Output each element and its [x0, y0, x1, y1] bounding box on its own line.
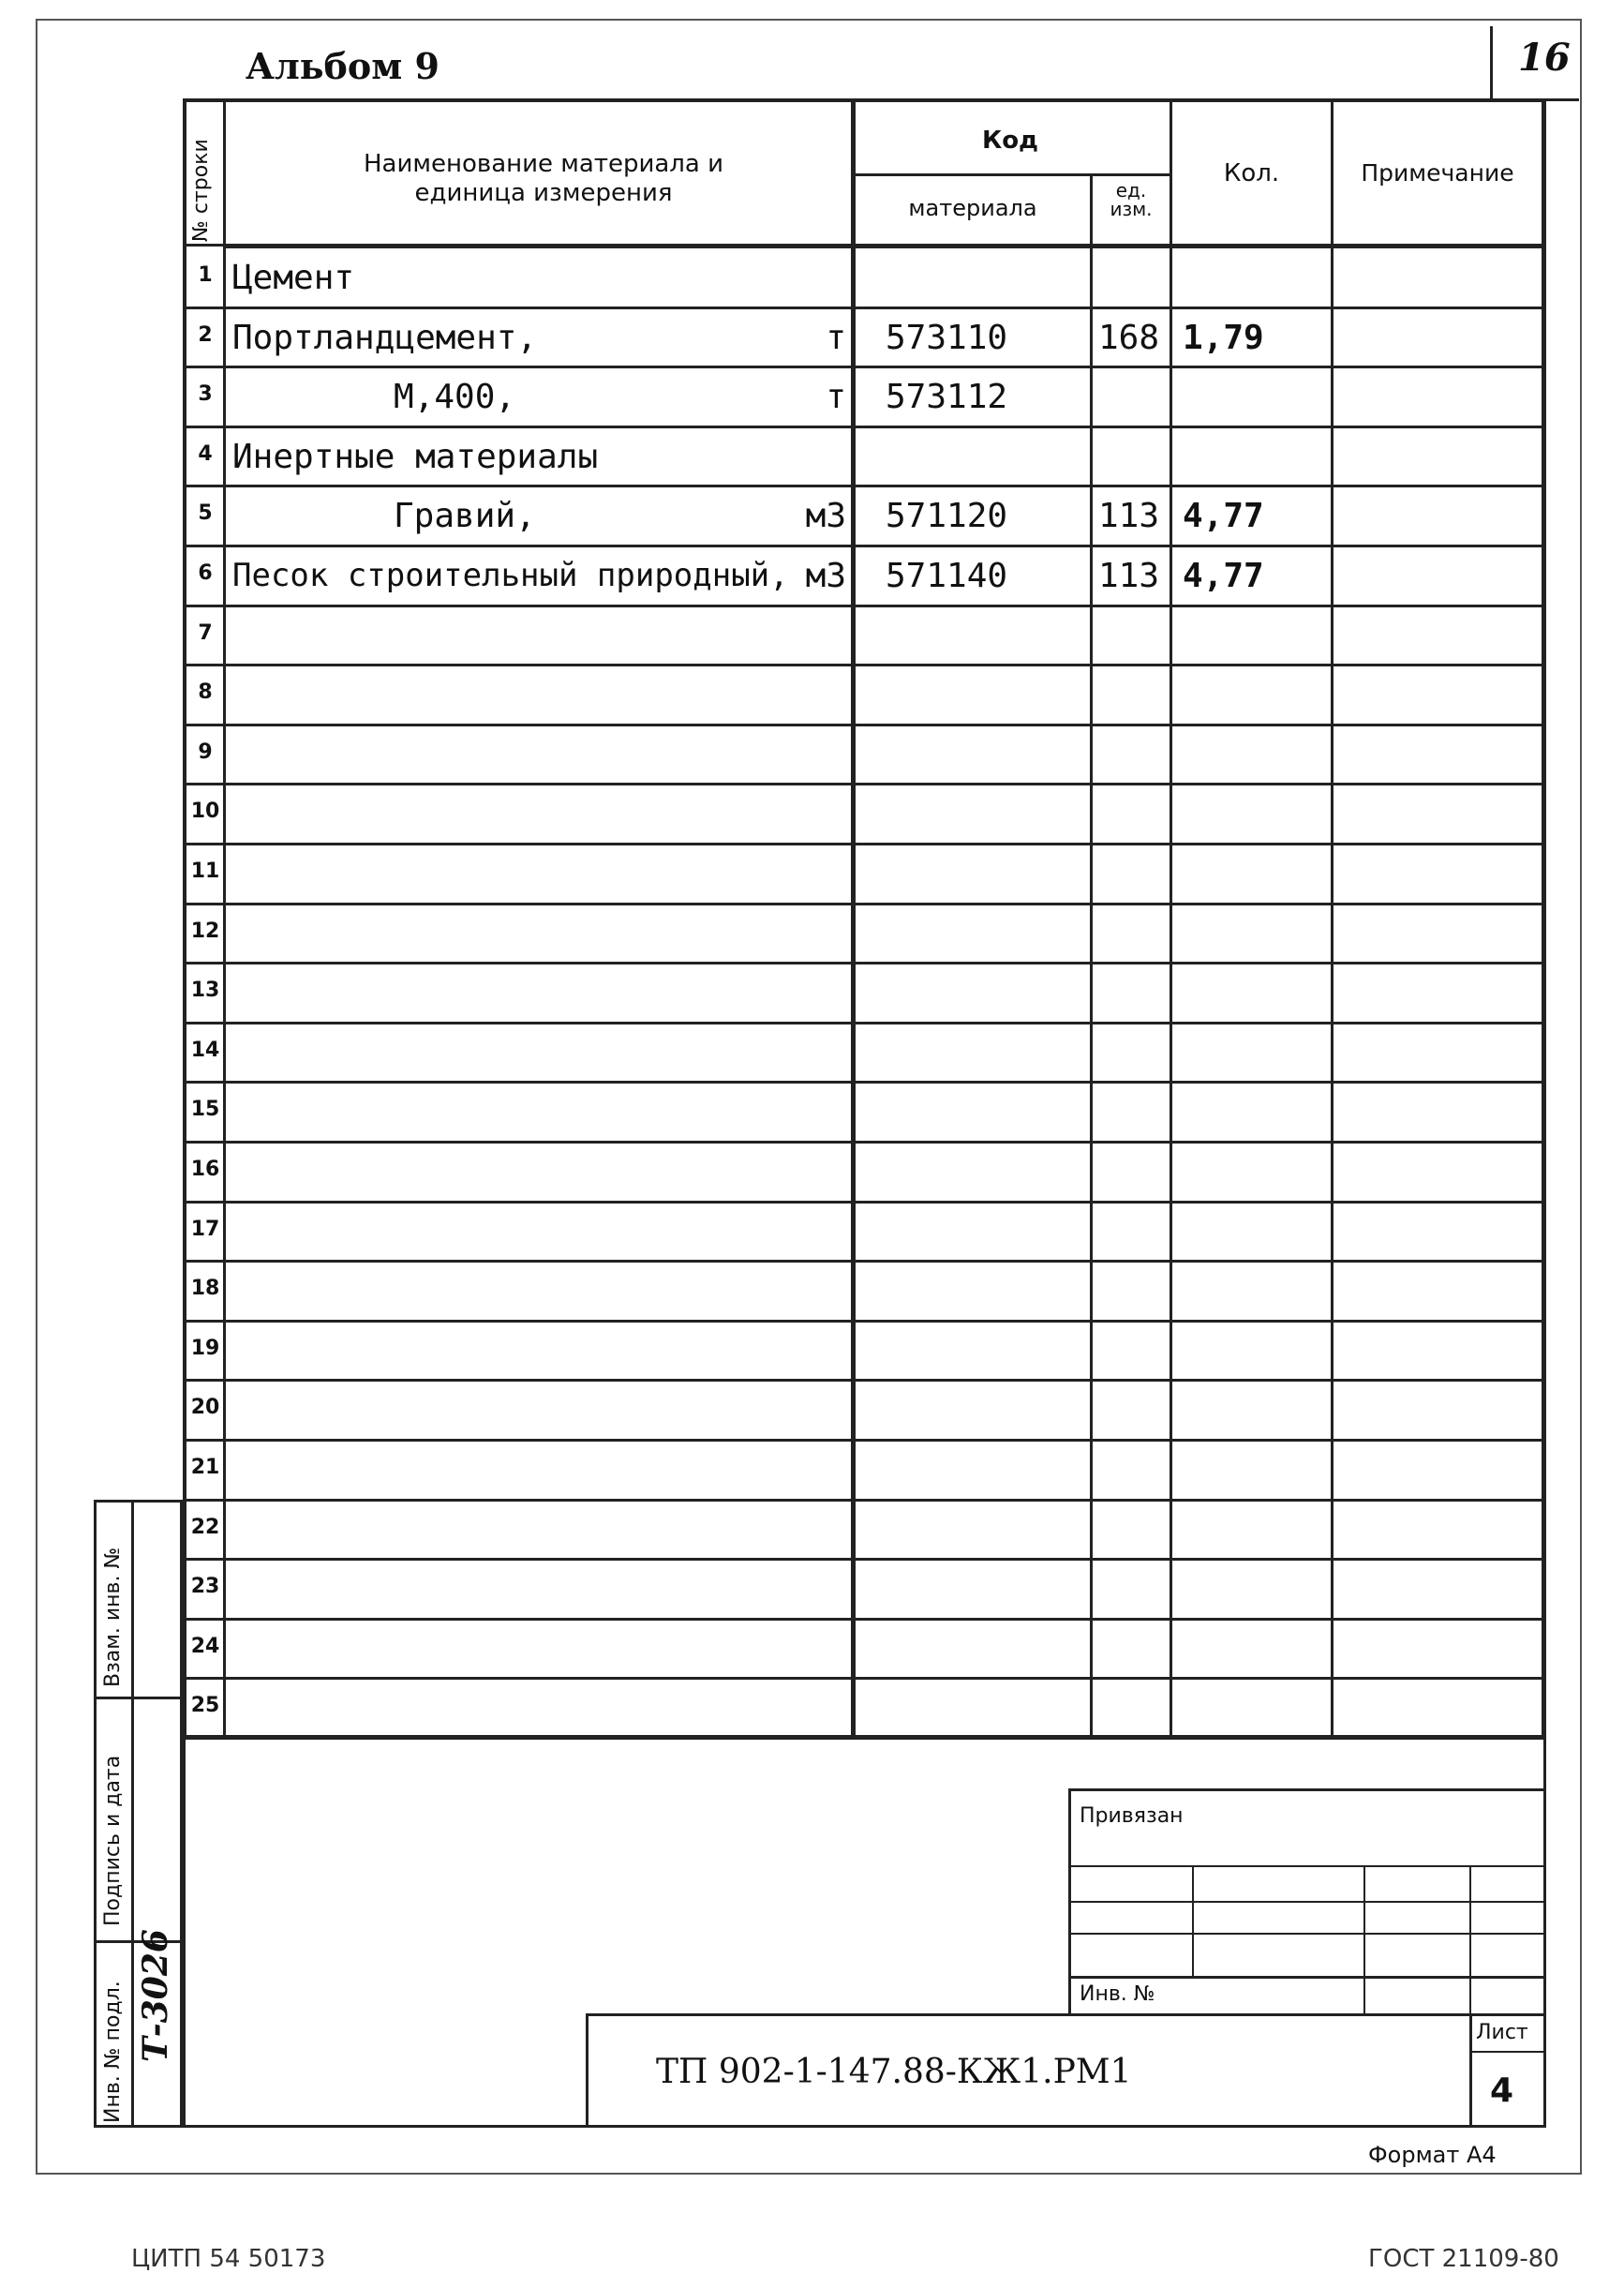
- bound-rule-4: [1068, 1976, 1546, 1979]
- material-unit: м3: [805, 497, 846, 536]
- row-rule: [183, 1022, 1546, 1024]
- bound-block-top: [1068, 1788, 1546, 1791]
- row-rule: [183, 903, 1546, 905]
- row-rule: [183, 1081, 1546, 1084]
- row-number: 10: [190, 800, 220, 824]
- row-rule: [183, 545, 1546, 547]
- footer-left: ЦИТП 54 50173: [131, 2245, 326, 2273]
- signature-date-label: Подпись и дата: [101, 1755, 125, 1926]
- header-row-number: № строки: [189, 139, 213, 242]
- header-qty: Кол.: [1223, 159, 1280, 187]
- quantity: 1,79: [1183, 318, 1264, 357]
- unit-code: 113: [1098, 497, 1160, 536]
- header-bottom-rule-left: [183, 244, 225, 247]
- bound-label: Привязан: [1080, 1804, 1184, 1828]
- material-unit: м3: [805, 557, 846, 595]
- row-number: 14: [190, 1038, 220, 1062]
- row-number: 6: [198, 561, 213, 585]
- row-rule: [183, 1260, 1546, 1263]
- material-name: М,400,: [394, 378, 516, 417]
- row-rule: [183, 664, 1546, 666]
- material-code: 571140: [886, 557, 1008, 595]
- col-line-code: [1090, 173, 1093, 1739]
- row-number: 24: [190, 1634, 220, 1658]
- row-number: 19: [190, 1336, 220, 1360]
- row-number: 21: [190, 1456, 220, 1479]
- row-rule: [183, 426, 1546, 428]
- row-number: 8: [198, 680, 213, 705]
- row-rule: [183, 724, 1546, 726]
- row-number: 25: [190, 1694, 220, 1718]
- inv-podl-value: Т-3026: [136, 1929, 175, 2062]
- material-name: Инертные материалы: [232, 437, 599, 476]
- inv-label: Инв. №: [1080, 1982, 1155, 2006]
- row-number: 11: [190, 860, 220, 883]
- bound-rule-1: [1068, 1865, 1546, 1867]
- format-label: Формат А4: [1368, 2142, 1497, 2168]
- sheet-rule: [1469, 2051, 1546, 2053]
- bound-rule-2: [1068, 1901, 1546, 1903]
- row-rule: [183, 1379, 1546, 1382]
- row-rule: [183, 366, 1546, 368]
- material-unit: т: [826, 378, 846, 417]
- row-number: 1: [198, 263, 213, 287]
- row-number: 18: [190, 1277, 220, 1301]
- material-code: 573110: [886, 318, 1008, 357]
- row-number: 13: [190, 979, 220, 1003]
- col-line-right: [1542, 98, 1545, 1739]
- unit-code: 168: [1098, 318, 1160, 357]
- row-rule: [183, 1439, 1546, 1442]
- col-line-unit: [1170, 98, 1172, 1739]
- material-name: Песок строительный природный,: [232, 557, 789, 594]
- sheet-label: Лист: [1476, 2021, 1528, 2044]
- row-number: 16: [190, 1158, 220, 1181]
- col-line-name: [851, 98, 856, 1739]
- row-rule: [183, 1558, 1546, 1561]
- bound-col-1: [1192, 1865, 1194, 1976]
- doc-block-left: [586, 2013, 589, 2128]
- material-code: 571120: [886, 497, 1008, 536]
- header-bottom-rule: [223, 244, 1544, 248]
- corner-divider: [1490, 26, 1493, 101]
- material-name: Портландцемент,: [232, 318, 538, 357]
- row-rule: [183, 783, 1546, 785]
- row-rule: [183, 605, 1546, 607]
- header-code: Код: [981, 127, 1039, 155]
- unit-code: 113: [1098, 557, 1160, 595]
- header-code-unit: ед. изм.: [1110, 179, 1153, 220]
- material-unit: т: [826, 318, 846, 357]
- row-rule: [183, 485, 1546, 487]
- code-subheader-rule: [851, 173, 1170, 176]
- row-number: 9: [198, 740, 213, 764]
- row-number: 3: [198, 382, 213, 407]
- sheet-col: [1469, 2013, 1472, 2128]
- row-rule: [183, 843, 1546, 845]
- header-note: Примечание: [1361, 159, 1514, 187]
- row-number: 23: [190, 1575, 220, 1599]
- row-rule: [183, 1499, 1546, 1502]
- album-title: Альбом 9: [246, 45, 440, 87]
- doc-block-top: [586, 2013, 1546, 2016]
- material-code: 573112: [886, 378, 1008, 417]
- row-number: 2: [198, 322, 213, 347]
- row-rule: [183, 1141, 1546, 1144]
- vzam-inv-label: Взам. инв. №: [101, 1547, 125, 1687]
- inv-podl-label: Инв. № подл.: [101, 1981, 125, 2123]
- row-rule: [183, 307, 1546, 309]
- header-code-material: материала: [908, 195, 1037, 221]
- row-number: 12: [190, 919, 220, 943]
- col-line-qty: [1331, 98, 1333, 1739]
- quantity: 4,77: [1183, 557, 1264, 595]
- row-number: 22: [190, 1515, 220, 1539]
- material-name: Цемент: [232, 259, 355, 297]
- quantity: 4,77: [1183, 497, 1264, 536]
- row-number: 4: [198, 441, 213, 466]
- side-stamp-split: [131, 1500, 134, 2128]
- bound-col-3: [1469, 1865, 1471, 2013]
- row-number: 17: [190, 1217, 220, 1241]
- row-rule: [183, 1320, 1546, 1323]
- row-number: 7: [198, 621, 213, 645]
- header-name: Наименование материала и единица измерения: [363, 150, 724, 208]
- row-rule: [183, 1618, 1546, 1621]
- bound-rule-3: [1068, 1933, 1546, 1935]
- row-number: 5: [198, 501, 213, 526]
- material-name: Гравий,: [394, 497, 536, 536]
- page-corner-number: 16: [1518, 36, 1571, 80]
- row-number: 20: [190, 1396, 220, 1420]
- col-line-rownum: [223, 98, 226, 1739]
- bound-col-2: [1363, 1865, 1365, 2013]
- sheet-number: 4: [1490, 2071, 1514, 2110]
- row-number: 15: [190, 1098, 220, 1122]
- row-rule: [183, 1201, 1546, 1204]
- document-code: ТП 902-1-147.88-КЖ1.РМ1: [656, 2053, 1132, 2091]
- side-stamp-rule-1: [94, 1697, 183, 1699]
- footer-right: ГОСТ 21109-80: [1368, 2245, 1559, 2273]
- row-rule: [183, 1677, 1546, 1680]
- row-rule: [183, 962, 1546, 965]
